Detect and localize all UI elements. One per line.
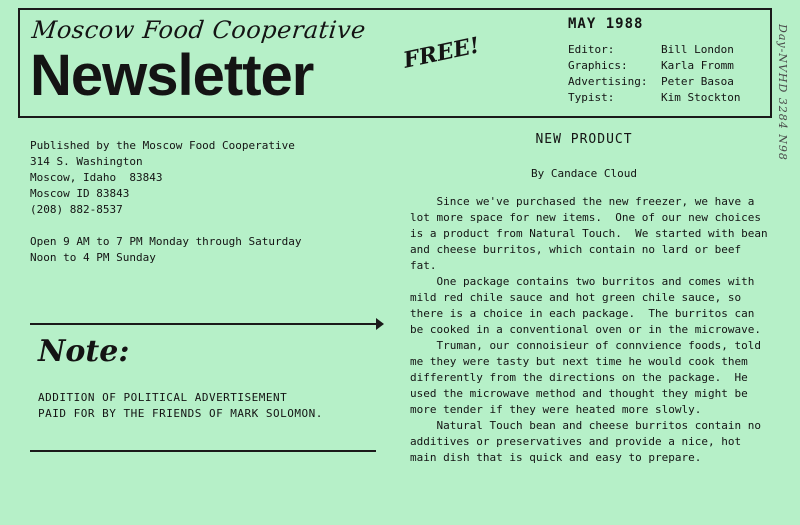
note-body <box>38 390 378 422</box>
article-line: main dish that is quick and easy to prepare. <box>410 451 702 464</box>
article-line: additives or preservatives and provide a nice, hot <box>410 435 742 448</box>
divider-line <box>30 450 376 452</box>
article-line: be cooked in a conventional oven or in the microwave. <box>410 323 761 336</box>
article-line: mild red chile sauce and hot green chile sauce, so <box>410 291 742 304</box>
article-line: there is a choice in each package. The burritos can <box>410 307 755 320</box>
masthead-script-title: Moscow Food Cooperative <box>30 16 368 44</box>
note-line: PAID FOR BY THE FRIENDS OF MARK SOLOMON. <box>38 407 323 420</box>
staff-name: Bill London <box>661 43 734 56</box>
staff-role: Typist: <box>568 91 615 104</box>
hours-line: Noon to 4 PM Sunday <box>30 251 156 264</box>
issue-date: MAY 1988 <box>568 16 644 32</box>
article-line: Natural Touch bean and cheese burritos contain no <box>410 419 761 432</box>
article-body <box>410 194 768 466</box>
publisher-line: Moscow, Idaho 83843 <box>30 171 163 184</box>
article-byline: By Candace Cloud <box>531 167 637 180</box>
note-line: ADDITION OF POLITICAL ADVERTISEMENT <box>38 391 288 404</box>
staff-role: Advertising: <box>568 75 648 88</box>
staff-role: Editor: <box>568 43 615 56</box>
article-headline: NEW PRODUCT <box>535 132 633 147</box>
publisher-line: (208) 882-8537 <box>30 203 123 216</box>
article-line: One package contains two burritos and comes with <box>410 275 755 288</box>
staff-list <box>568 42 740 106</box>
article-line: lot more space for new items. One of our new choices <box>410 211 761 224</box>
article-line: differently from the directions on the package. He <box>410 371 748 384</box>
article-line: more tender if they were heated more slowly. <box>410 403 702 416</box>
staff-name: Peter Basoa <box>661 75 734 88</box>
article-line: Truman, our connoisieur of connvience foods, told <box>410 339 761 352</box>
hours-line: Open 9 AM to 7 PM Monday through Saturday <box>30 235 302 248</box>
masthead-title: Newsletter <box>30 43 314 108</box>
article-line: Since we've purchased the new freezer, we have a <box>410 195 755 208</box>
masthead-box <box>18 8 772 118</box>
staff-row-advertising <box>568 74 740 90</box>
divider-arrow-head <box>376 318 384 330</box>
staff-row-editor <box>568 42 740 58</box>
publisher-line: 314 S. Washington <box>30 155 143 168</box>
article-line: is a product from Natural Touch. We started with bean <box>410 227 768 240</box>
staff-row-typist <box>568 90 740 106</box>
publisher-line: Published by the Moscow Food Cooperative <box>30 139 295 152</box>
handwritten-margin-note: Day-NVHD 3284 N98 <box>776 24 789 161</box>
article-line: me they were tasty but next time he would cook them <box>410 355 748 368</box>
article-line: fat. <box>410 259 437 272</box>
publisher-line: Moscow ID 83843 <box>30 187 130 200</box>
publisher-info <box>30 138 370 218</box>
article-line: used the microwave method and thought they might be <box>410 387 748 400</box>
staff-role: Graphics: <box>568 59 628 72</box>
article-line: and cheese burritos, which contain no lard or beef <box>410 243 742 256</box>
free-tag: FREE! <box>401 32 482 74</box>
divider-arrow-line <box>30 323 380 325</box>
store-hours <box>30 234 370 266</box>
staff-name: Karla Fromm <box>661 59 734 72</box>
staff-name: Kim Stockton <box>661 91 741 104</box>
note-title: Note: <box>38 334 130 369</box>
staff-row-graphics <box>568 58 740 74</box>
